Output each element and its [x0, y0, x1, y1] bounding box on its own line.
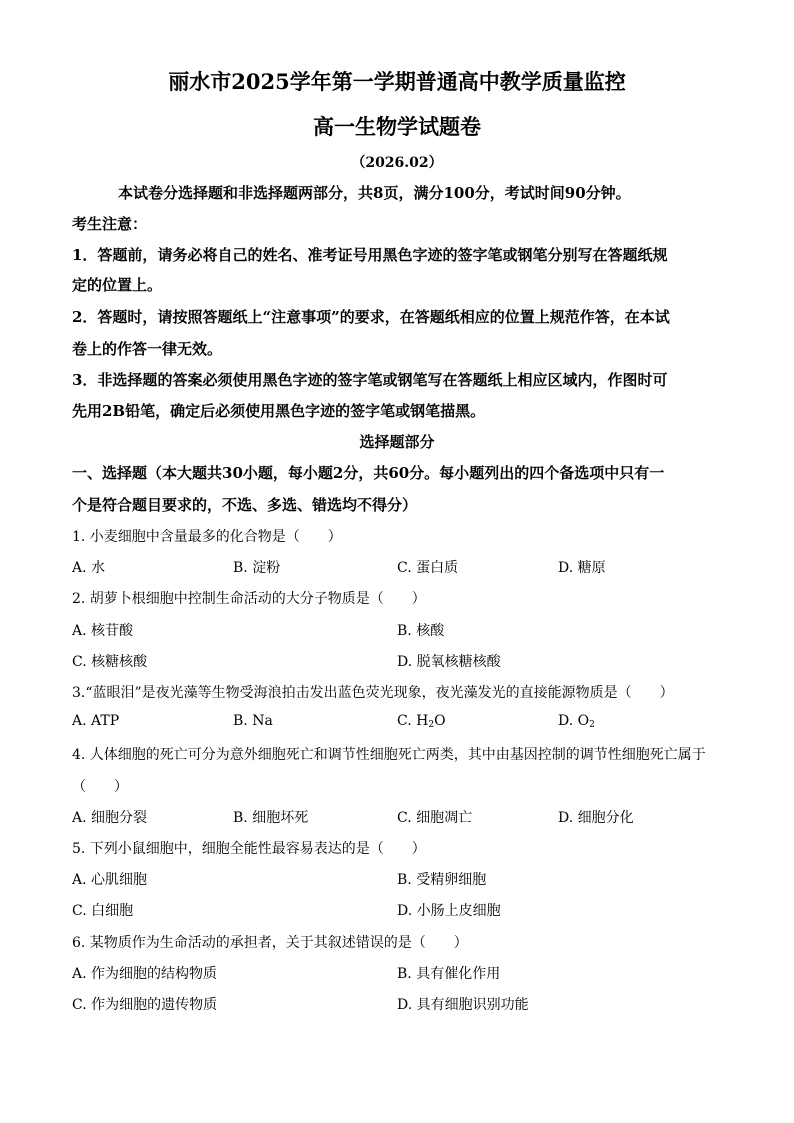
- option-a: A. 作为细胞的结构物质: [72, 966, 218, 982]
- option-d: D. 具有细胞识别功能: [397, 997, 529, 1013]
- section-title: 选择题部分: [359, 433, 435, 451]
- option-d: D. 糖原: [558, 560, 606, 576]
- option-a: A. 心肌细胞: [72, 872, 148, 888]
- question-stem: 3.“蓝眼泪”是夜光藻等生物受海浪拍击发出蓝色荧光现象，夜光藻发光的直接能源物质是（ ）: [72, 685, 674, 701]
- notice-line: 2．答题时，请按照答题纸上“注意事项”的要求，在答题纸相应的位置上规范作答，在本试: [72, 308, 670, 326]
- part-heading: 个是符合题目要求的，不选、多选、错选均不得分）: [72, 496, 418, 514]
- option-b: B. 淀粉: [233, 560, 281, 576]
- option-c: C. 细胞凋亡: [397, 810, 473, 826]
- option-b: B. 具有催化作用: [397, 966, 501, 982]
- exam-date: （2026.02）: [351, 155, 443, 171]
- option-c: C. 核糖核酸: [72, 654, 148, 670]
- exam-title: 丽水市2025学年第一学期普通高中教学质量监控: [168, 69, 626, 94]
- option-d: D. 小肠上皮细胞: [397, 903, 501, 919]
- option-b: B. 受精卵细胞: [397, 872, 487, 888]
- option-c: C. 蛋白质: [397, 560, 459, 576]
- option-a: A. 核苷酸: [72, 623, 134, 639]
- question-stem: 6. 某物质作为生命活动的承担者，关于其叙述错误的是（ ）: [72, 935, 468, 951]
- question-stem-continued: （ ）: [72, 779, 128, 795]
- option-d: D. 细胞分化: [558, 810, 634, 826]
- question-stem: 1. 小麦细胞中含量最多的化合物是（ ）: [72, 529, 342, 545]
- option-d: D. $O_2$: [558, 713, 595, 730]
- exam-intro: 本试卷分选择题和非选择题两部分，共8页，满分100分，考试时间90分钟。: [118, 184, 631, 202]
- option-c: C. 作为细胞的遗传物质: [72, 997, 218, 1013]
- option-a: A. 细胞分裂: [72, 810, 148, 826]
- notice-line: 1．答题前，请务必将自己的姓名、准考证号用黑色字迹的签字笔或钢笔分别写在答题纸规: [72, 246, 668, 264]
- option-d: D. 脱氧核糖核酸: [397, 654, 501, 670]
- option-a: A. 水: [72, 560, 106, 576]
- option-b: B. 核酸: [397, 623, 445, 639]
- question-stem: 5. 下列小鼠细胞中，细胞全能性最容易表达的是（ ）: [72, 841, 426, 857]
- notice-line: 卷上的作答一律无效。: [72, 340, 223, 358]
- part-heading: 一、选择题（本大题共30小题，每小题2分，共60分。每小题列出的四个备选项中只有一: [72, 464, 665, 482]
- option-c: C. 白细胞: [72, 903, 134, 919]
- notice-heading: 考生注意：: [72, 215, 148, 233]
- question-stem: 4. 人体细胞的死亡可分为意外细胞死亡和调节性细胞死亡两类，其中由基因控制的调节性细胞死亡属于: [72, 747, 706, 763]
- question-stem: 2. 胡萝卜根细胞中控制生命活动的大分子物质是（ ）: [72, 591, 426, 607]
- notice-line: 先用2B铅笔，确定后必须使用黑色字迹的签字笔或钢笔描黑。: [72, 402, 486, 420]
- notice-line: 3．非选择题的答案必须使用黑色字迹的签字笔或钢笔写在答题纸上相应区域内，作图时可: [72, 371, 668, 389]
- option-b: B. 细胞坏死: [233, 810, 309, 826]
- exam-subtitle: 高一生物学试题卷: [313, 114, 481, 139]
- option-a: A. ATP: [72, 713, 120, 729]
- option-c: C. $H_2O$: [397, 713, 446, 730]
- option-b: B. Na: [233, 713, 273, 729]
- notice-line: 定的位置上。: [72, 276, 163, 294]
